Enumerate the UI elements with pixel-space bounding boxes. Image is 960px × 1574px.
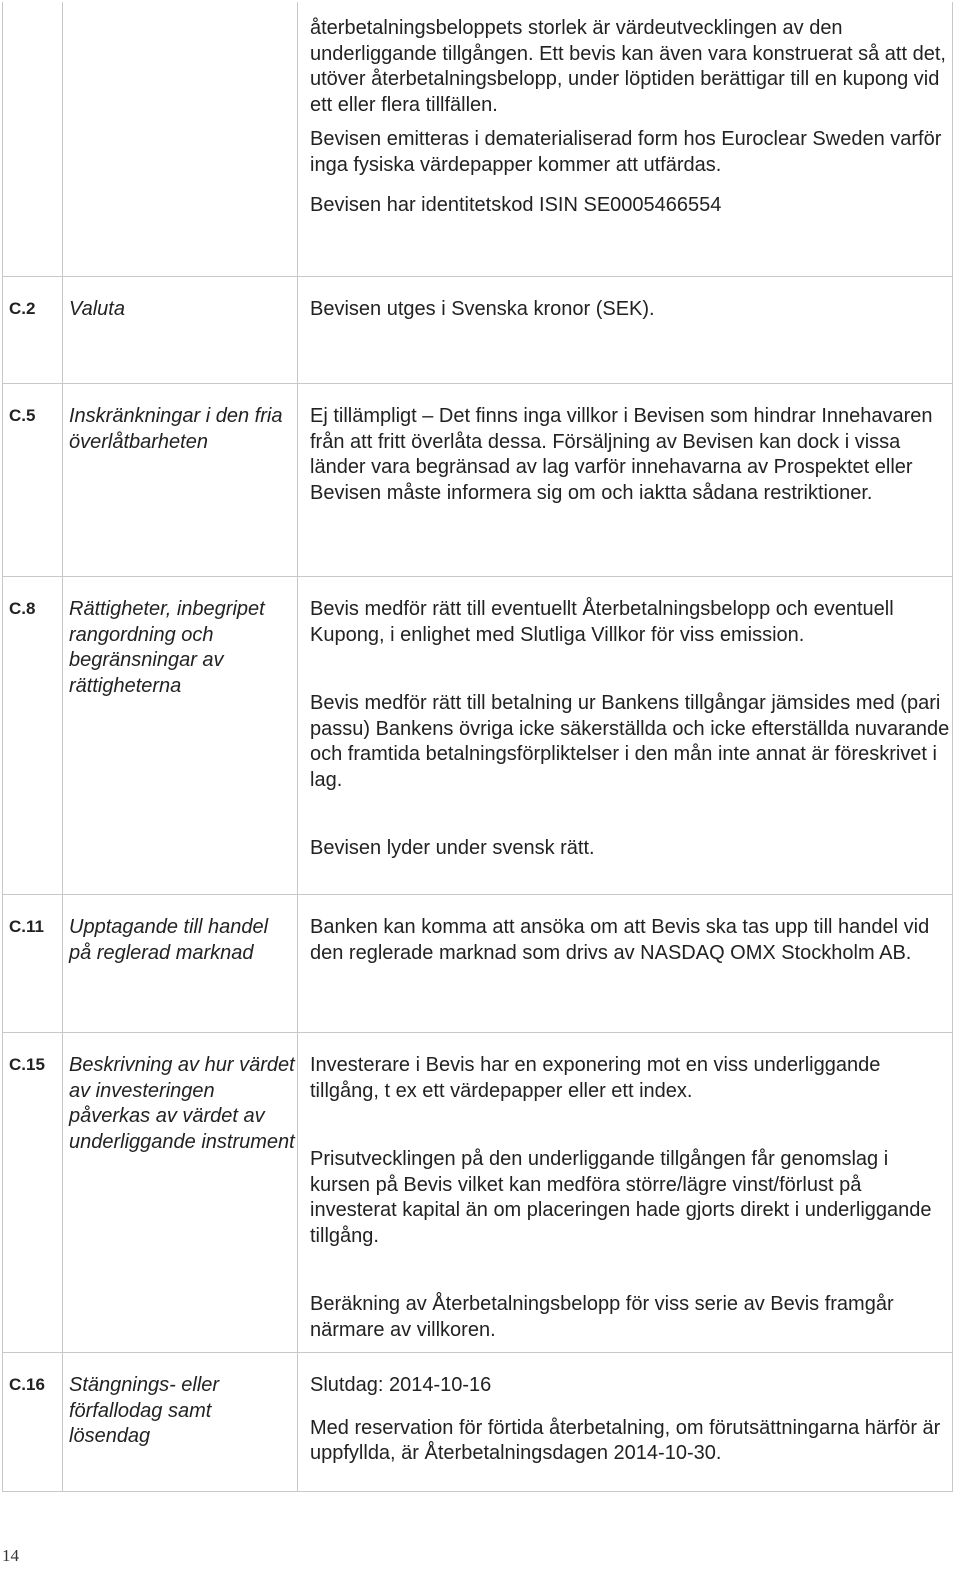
section-title: Rättigheter, inbegripet rangordning och begränsningar av rättigheterna: [69, 598, 265, 697]
content-paragraph: Bevisen emitteras i dematerialiserad form hos Euroclear Sweden varför inga fysiska värdepapper kommer att utfärdas.: [310, 128, 942, 176]
content-paragraph: Investerare i Bevis har en exponering mot en viss underliggande tillgång, t ex ett värdepapper eller ett index.: [310, 1054, 881, 1102]
content-paragraph: Med reservation för förtida återbetalning, om förutsättningarna härför är uppfyllda, är Återbetalningsdagen 2014-10-30.: [310, 1416, 941, 1464]
row-content: [310, 404, 950, 506]
content-paragraph: Beräkning av Återbetalningsbelopp för viss serie av Bevis framgår närmare av villkoren.: [310, 1293, 894, 1341]
content-paragraph: Prisutvecklingen på den underliggande tillgången får genomslag i kursen på Bevis vilket kan medföra större/lägre vinst/förlust på investerat kapital än om placeringen hade gjorts direkt i underliggande tillgång.: [310, 1148, 932, 1247]
row-content: [310, 597, 950, 862]
section-title: Valuta: [69, 298, 125, 320]
content-paragraph: Banken kan komma att ansöka om att Bevis ska tas upp till handel vid den reglerade marknad som drivs av NASDAQ OMX Stockholm AB.: [310, 916, 930, 964]
content-paragraph: Bevis medför rätt till eventuellt Återbetalningsbelopp och eventuell Kupong, i enlighet med Slutliga Villkor för viss emission.: [310, 598, 894, 646]
content-paragraph: Ej tillämpligt – Det finns inga villkor i Bevisen som hindrar Innehavaren från att fritt överlåta dessa. Försäljning av Bevisen kan dock i vissa länder vara begränsad av lag varför innehavarna av Prospektet eller Bevisen måste informera sig om och iaktta sådana restriktioner.: [310, 405, 933, 504]
content-paragraph: Bevisen har identitetskod ISIN SE0005466554: [310, 194, 722, 216]
row-content: [310, 297, 950, 323]
table-row: [3, 1352, 952, 1492]
content-paragraph: Bevis medför rätt till betalning ur Bankens tillgångar jämsides med (pari passu) Bankens övriga icke säkerställda och icke efterställda nuvarande och framtida betalningsförpliktelser i den mån inte annat är föreskrivet i lag.: [310, 692, 950, 791]
section-title: Beskrivning av hur värdet av investeringen påverkas av värdet av underliggande instrument: [69, 1054, 295, 1153]
section-code: C.11: [9, 917, 44, 936]
table-row: [3, 2, 952, 276]
table-row: [3, 576, 952, 894]
content-paragraph: Bevisen lyder under svensk rätt.: [310, 837, 595, 859]
table-row: [3, 276, 952, 383]
section-code: C.15: [9, 1055, 45, 1074]
content-paragraph: Slutdag: 2014-10-16: [310, 1374, 492, 1396]
section-code: C.16: [9, 1375, 45, 1394]
section-title: Upptagande till handel på reglerad marknad: [69, 916, 269, 964]
row-content: [310, 1053, 950, 1343]
content-paragraph: återbetalningsbeloppets storlek är värdeutvecklingen av den underliggande tillgången. Ett bevis kan även vara konstruerat så att det, utöver återbetalningsbelopp, under löptiden berättigar till en kupong vid ett eller flera tillfällen.: [310, 17, 946, 116]
row-content: [310, 16, 950, 219]
row-content: [310, 915, 950, 966]
section-code: C.2: [9, 299, 36, 318]
table-row: [3, 1032, 952, 1352]
content-paragraph: Bevisen utges i Svenska kronor (SEK).: [310, 298, 655, 320]
summary-table: [2, 2, 953, 1492]
page-number: 14: [2, 1546, 19, 1565]
table-row: [3, 894, 952, 1032]
section-code: C.5: [9, 406, 36, 425]
row-content: [310, 1373, 950, 1467]
table-row: [3, 383, 952, 576]
section-code: C.8: [9, 599, 36, 618]
section-title: Stängnings- eller förfallodag samt lösendag: [69, 1374, 220, 1447]
section-title: Inskränkningar i den fria överlåtbarheten: [69, 405, 283, 453]
